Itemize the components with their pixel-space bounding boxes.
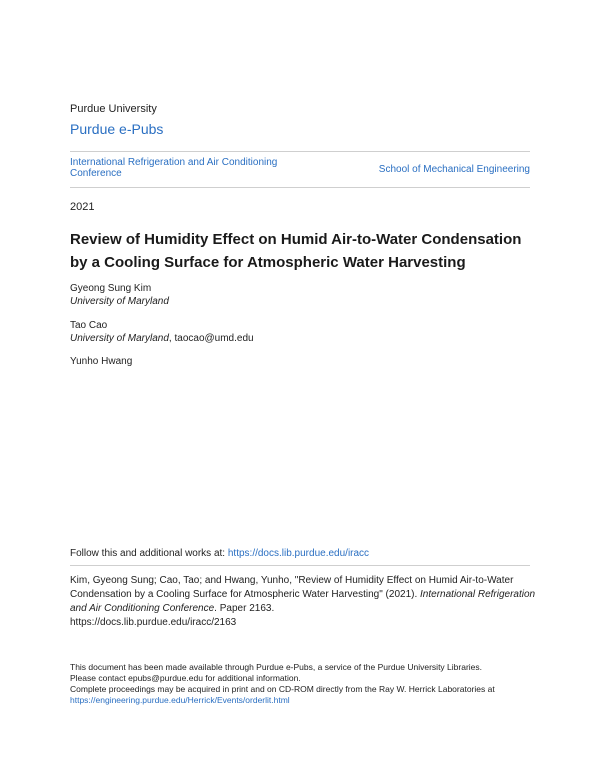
author-email[interactable]: , taocao@umd.edu <box>168 333 254 344</box>
author-affiliation <box>70 296 169 307</box>
citation-venue: International Refrigeration and Air Conditioning Conference <box>70 589 536 614</box>
citation-divider <box>70 565 530 566</box>
citation-url[interactable]: https://docs.lib.purdue.edu/iracc/2163 <box>70 617 237 628</box>
author-affiliation <box>70 333 254 344</box>
author-name: Gyeong Sung Kim <box>70 283 152 294</box>
notice-line: Complete proceedings may be acquired in print and on CD-ROM directly from the Ray W. Herrick Laboratories at <box>70 684 495 694</box>
affiliation-text: University of Maryland <box>70 333 169 344</box>
follow-url-link[interactable]: https://docs.lib.purdue.edu/iracc <box>227 548 370 559</box>
author-name: Tao Cao <box>70 320 108 331</box>
affiliation-text: University of Maryland <box>70 296 169 307</box>
notice-line: Please contact epubs@purdue.edu for additional information. <box>70 673 301 683</box>
top-divider <box>70 151 530 152</box>
follow-line <box>70 548 369 559</box>
notice-line: This document has been made available through Purdue e-Pubs, a service of the Purdue University Libraries. <box>70 662 483 672</box>
author-name: Yunho Hwang <box>70 356 133 367</box>
conference-series-link[interactable]: International Refrigeration and Air Conditioning Conference <box>70 157 278 179</box>
school-link[interactable]: School of Mechanical Engineering <box>378 164 530 175</box>
citation-text: Kim, Gyeong Sung; Cao, Tao; and Hwang, Yunho, "Review of Humidity Effect on Humid Air-to-Water Condensation by a Cooling Surface for Atmospheric Water Harvesting" (2021). <box>70 575 514 600</box>
series-divider <box>70 187 530 188</box>
availability-notice <box>70 662 540 706</box>
repository-link[interactable]: Purdue e-Pubs <box>70 121 164 137</box>
citation-paper: . Paper 2163. <box>214 603 275 614</box>
orderlit-link[interactable]: https://engineering.purdue.edu/Herrick/Events/orderlit.html <box>70 695 290 705</box>
publication-year: 2021 <box>70 201 95 213</box>
institution-name: Purdue University <box>70 103 157 115</box>
recommended-citation <box>70 574 540 630</box>
paper-title: Review of Humidity Effect on Humid Air-to-Water Condensation by a Cooling Surface for Atmospheric Water Harvesting <box>70 231 522 271</box>
follow-text: Follow this and additional works at: <box>70 548 228 559</box>
